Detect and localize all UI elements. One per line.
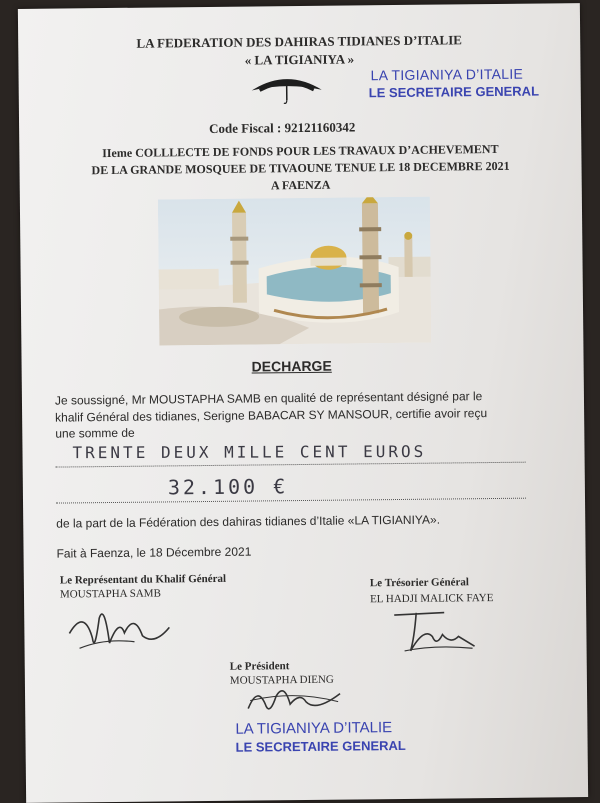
federation-title: LA FEDERATION DES DAHIRAS TIDIANES D’ITALIE [18,31,580,53]
body-line-3: une somme de [55,426,135,441]
rep-role: Le Représentant du Khalif Général [60,573,226,587]
federation-logo [242,70,332,111]
document-page [18,3,588,803]
event-line-1: IIeme COLLLECTE DE FONDS POUR LES TRAVAUX D’ACHEVEMENT [19,141,581,162]
amount-in-figures: 32.100 € [168,474,289,499]
president-role: Le Président [230,660,290,673]
rep-name: MOUSTAPHA SAMB [60,587,161,600]
mosque-illustration [158,197,432,346]
amount-in-words: TRENTE DEUX MILLE CENT EUROS [72,442,426,462]
code-fiscal: Code Fiscal : 92121160342 [209,119,355,137]
event-line-3: A FAENZA [20,175,582,196]
federation-nickname: « LA TIGIANIYA » [18,49,580,71]
stamp-bottom-line2: LE SECRETAIRE GENERAL [236,738,406,755]
body-line-1: Je soussigné, Mr MOUSTAPHA SAMB en qualité de représentant désigné par le [55,389,482,407]
stamp-bottom-line1: LA TIGIANIYA D’ITALIE [235,719,392,738]
rep-signature [64,597,175,658]
document-title: DECHARGE [252,358,332,375]
treasurer-signature [384,606,485,657]
amount-figures-line [56,480,526,504]
place-date: Fait à Faenza, le 18 Décembre 2021 [56,545,251,561]
stamp-top-line2: LE SECRETAIRE GENERAL [369,84,539,101]
body-line-2: khalif Général des tidianes, Serigne BABACAR SY MANSOUR, certifie avoir reçu [55,406,487,425]
treasurer-role: Le Trésorier Général [370,576,469,589]
stamp-top-line1: LA TIGIANIYA D’ITALIE [370,66,523,84]
president-signature [240,678,350,719]
president-name: MOUSTAPHA DIENG [230,674,334,687]
treasurer-name: EL HADJI MALICK FAYE [370,592,493,605]
from-line: de la part de la Fédération des dahiras tidianes d’Italie «LA TIGIANIYA». [56,513,440,531]
event-line-2: DE LA GRANDE MOSQUEE DE TIVAOUNE TENUE LE 18 DECEMBRE 2021 [19,158,581,179]
